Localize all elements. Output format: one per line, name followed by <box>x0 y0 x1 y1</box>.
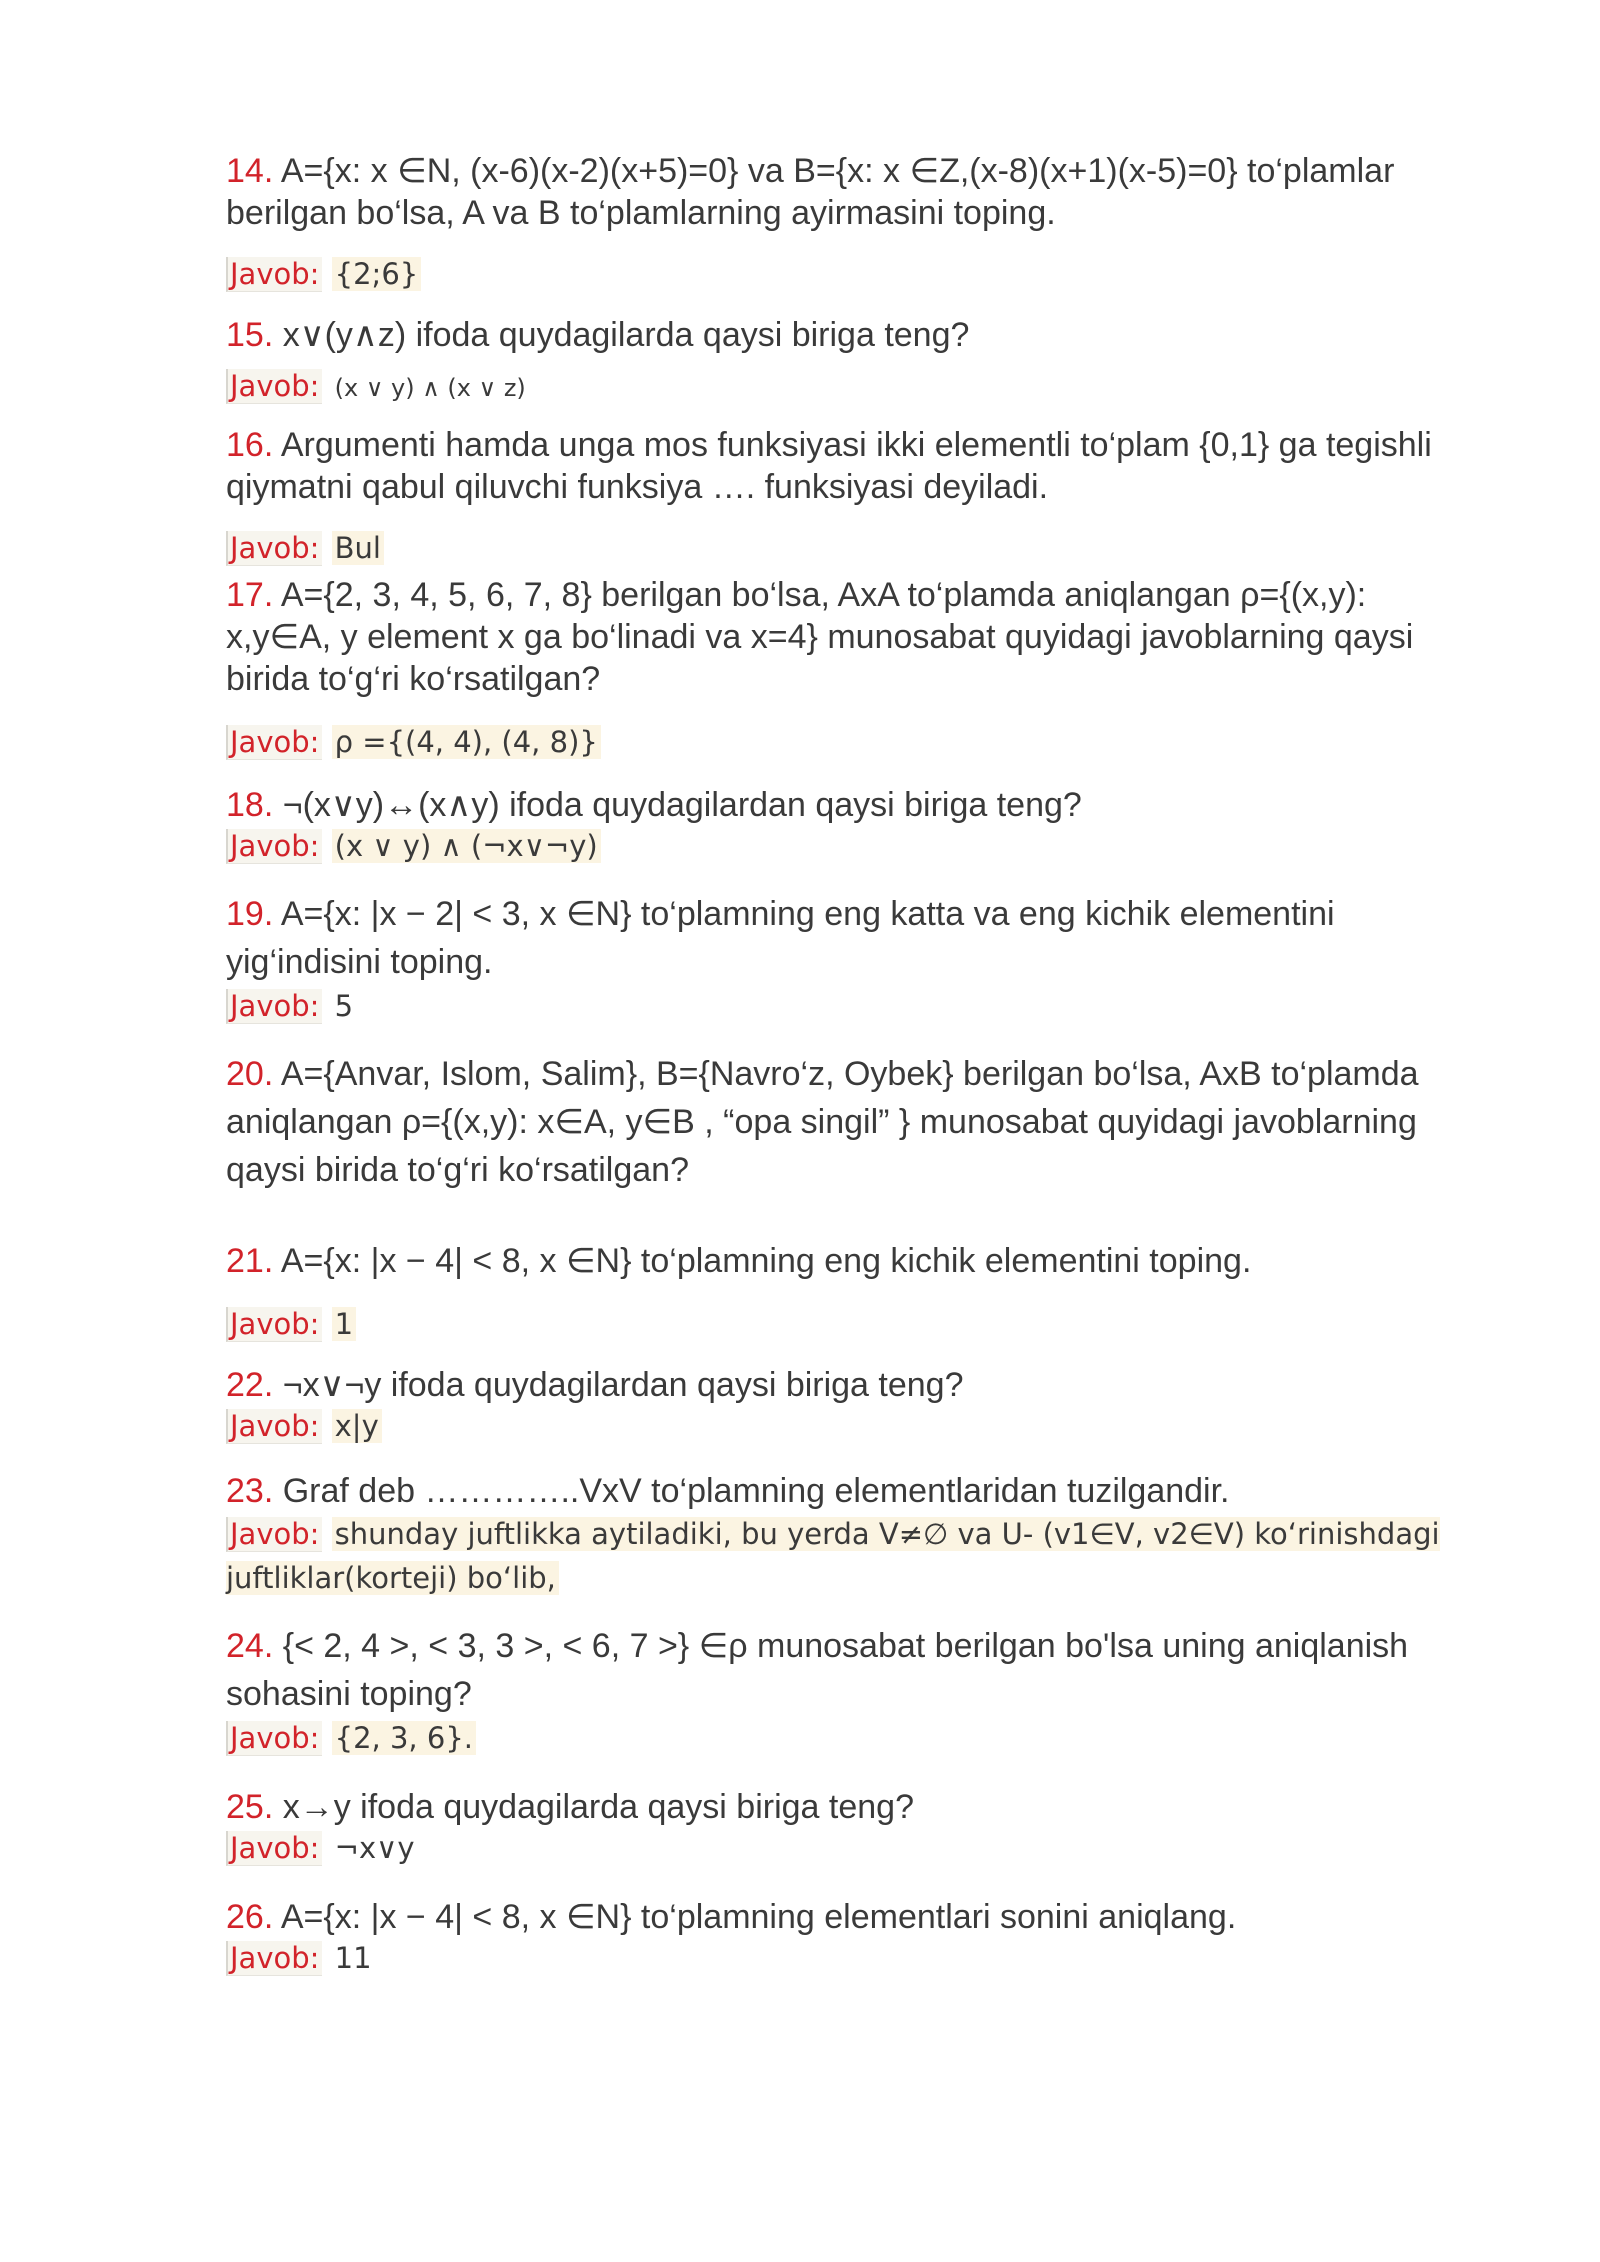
question-24 <box>226 1622 1476 1718</box>
answer-value: 11 <box>334 1941 372 1975</box>
answer-19 <box>226 986 1476 1026</box>
answer-label: Javob: <box>226 257 322 292</box>
question-14 <box>226 150 1476 234</box>
question-number: 14. <box>226 152 274 190</box>
question-number: 25. <box>226 1788 274 1826</box>
question-text: x∨(y∧z) ifoda quydagilarda qaysi biriga teng? <box>282 316 970 354</box>
question-number: 17. <box>226 576 274 614</box>
answer-label: Javob: <box>226 725 322 760</box>
answer-label: Javob: <box>226 1409 322 1444</box>
question-number: 15. <box>226 316 274 354</box>
answer-label: Javob: <box>226 829 322 864</box>
answer-value: {2;6} <box>332 257 422 291</box>
answer-26 <box>226 1938 1476 1978</box>
question-20 <box>226 1050 1476 1194</box>
answer-21 <box>226 1304 1476 1344</box>
answer-value: (x ∨ y) ∧ (x ∨ z) <box>334 374 526 402</box>
question-15 <box>226 314 1476 356</box>
answer-label: Javob: <box>226 369 322 404</box>
question-26 <box>226 1896 1476 1938</box>
answer-label: Javob: <box>226 1941 322 1976</box>
question-number: 18. <box>226 786 274 824</box>
question-number: 21. <box>226 1242 274 1280</box>
answer-23 <box>226 1512 1476 1600</box>
answer-label: Javob: <box>226 1831 322 1866</box>
question-18 <box>226 784 1476 826</box>
question-16 <box>226 424 1476 508</box>
answer-24 <box>226 1718 1476 1758</box>
question-text: A={2, 3, 4, 5, 6, 7, 8} berilgan bo‘lsa, AxA to‘plamda aniqlangan ρ={(x,y): x,y∈A, y element x ga bo‘linadi va x=4} munosabat quyidagi javoblarning qaysi birida to‘g‘ri ko‘rsatilgan? <box>226 576 1414 698</box>
question-text: Argumenti hamda unga mos funksiyasi ikki elementli to‘plam {0,1} ga tegishli qiymatni qabul qiluvchi funksiya …. funksiyasi deyiladi. <box>226 426 1432 506</box>
answer-value: ρ ={(4, 4), (4, 8)} <box>332 725 601 759</box>
question-text: ¬(x∨y)↔(x∧y) ifoda quydagilardan qaysi biriga teng? <box>282 786 1082 824</box>
answer-25 <box>226 1828 1476 1868</box>
question-number: 16. <box>226 426 274 464</box>
answer-14 <box>226 254 1476 294</box>
answer-label: Javob: <box>226 989 322 1024</box>
answer-label: Javob: <box>226 1721 322 1756</box>
question-text: {< 2, 4 >, < 3, 3 >, < 6, 7 >} ∈ρ munosabat berilgan bo'lsa uning aniqlanish sohasini toping? <box>226 1627 1409 1713</box>
answer-value: shunday juftlikka aytiladiki, bu yerda V≠∅ va U- (v1∈V, v2∈V) ko‘rinishdagi juftliklar(korteji) bo‘lib, <box>226 1517 1440 1595</box>
answer-label: Javob: <box>226 531 322 566</box>
question-number: 20. <box>226 1055 274 1093</box>
question-text: A={x: x ∈N, (x-6)(x-2)(x+5)=0} va B={x: x ∈Z,(x-8)(x+1)(x-5)=0} to‘plamlar berilgan bo‘lsa, A va B to‘plamlarning ayirmasini toping. <box>226 152 1395 232</box>
answer-value: ¬x∨y <box>334 1831 415 1865</box>
answer-label: Javob: <box>226 1517 322 1552</box>
answer-15 <box>226 366 1476 408</box>
question-number: 24. <box>226 1627 274 1665</box>
question-22 <box>226 1364 1476 1406</box>
question-23 <box>226 1470 1476 1512</box>
question-25 <box>226 1786 1476 1828</box>
answer-value: 1 <box>332 1307 356 1341</box>
answer-22 <box>226 1406 1476 1446</box>
answer-value: {2, 3, 6}. <box>332 1721 476 1755</box>
question-text: Graf deb …………..VxV to‘plamning elementlaridan tuzilgandir. <box>282 1472 1230 1510</box>
question-number: 19. <box>226 895 274 933</box>
question-text: A={x: |x − 2| < 3, x ∈N} to‘plamning eng katta va eng kichik elementini yig‘indisini toping. <box>226 895 1335 981</box>
question-19 <box>226 890 1476 986</box>
answer-18 <box>226 826 1476 866</box>
answer-value: Bul <box>332 531 384 565</box>
answer-16 <box>226 528 1476 568</box>
answer-value: x|y <box>332 1409 382 1443</box>
question-number: 22. <box>226 1366 274 1404</box>
question-text: A={x: |x − 4| < 8, x ∈N} to‘plamning eng kichik elementini toping. <box>280 1242 1252 1280</box>
answer-value: (x ∨ y) ∧ (¬x∨¬y) <box>332 829 601 863</box>
question-number: 23. <box>226 1472 274 1510</box>
answer-label: Javob: <box>226 1307 322 1342</box>
question-text: x→y ifoda quydagilarda qaysi biriga teng? <box>282 1788 914 1826</box>
question-text: A={Anvar, Islom, Salim}, B={Navro‘z, Oybek} berilgan bo‘lsa, AxB to‘plamda aniqlangan ρ={(x,y): x∈A, y∈B , “opa singil” } munosabat quyidagi javoblarning qaysi birida to‘g‘ri ko‘rsatilgan? <box>226 1055 1419 1189</box>
answer-17 <box>226 722 1476 762</box>
question-17 <box>226 574 1476 700</box>
question-21 <box>226 1240 1476 1282</box>
question-list <box>226 150 1476 1978</box>
answer-value: 5 <box>334 989 354 1023</box>
question-text: A={x: |x − 4| < 8, x ∈N} to‘plamning elementlari sonini aniqlang. <box>280 1898 1237 1936</box>
question-number: 26. <box>226 1898 274 1936</box>
question-text: ¬x∨¬y ifoda quydagilardan qaysi biriga teng? <box>282 1366 964 1404</box>
